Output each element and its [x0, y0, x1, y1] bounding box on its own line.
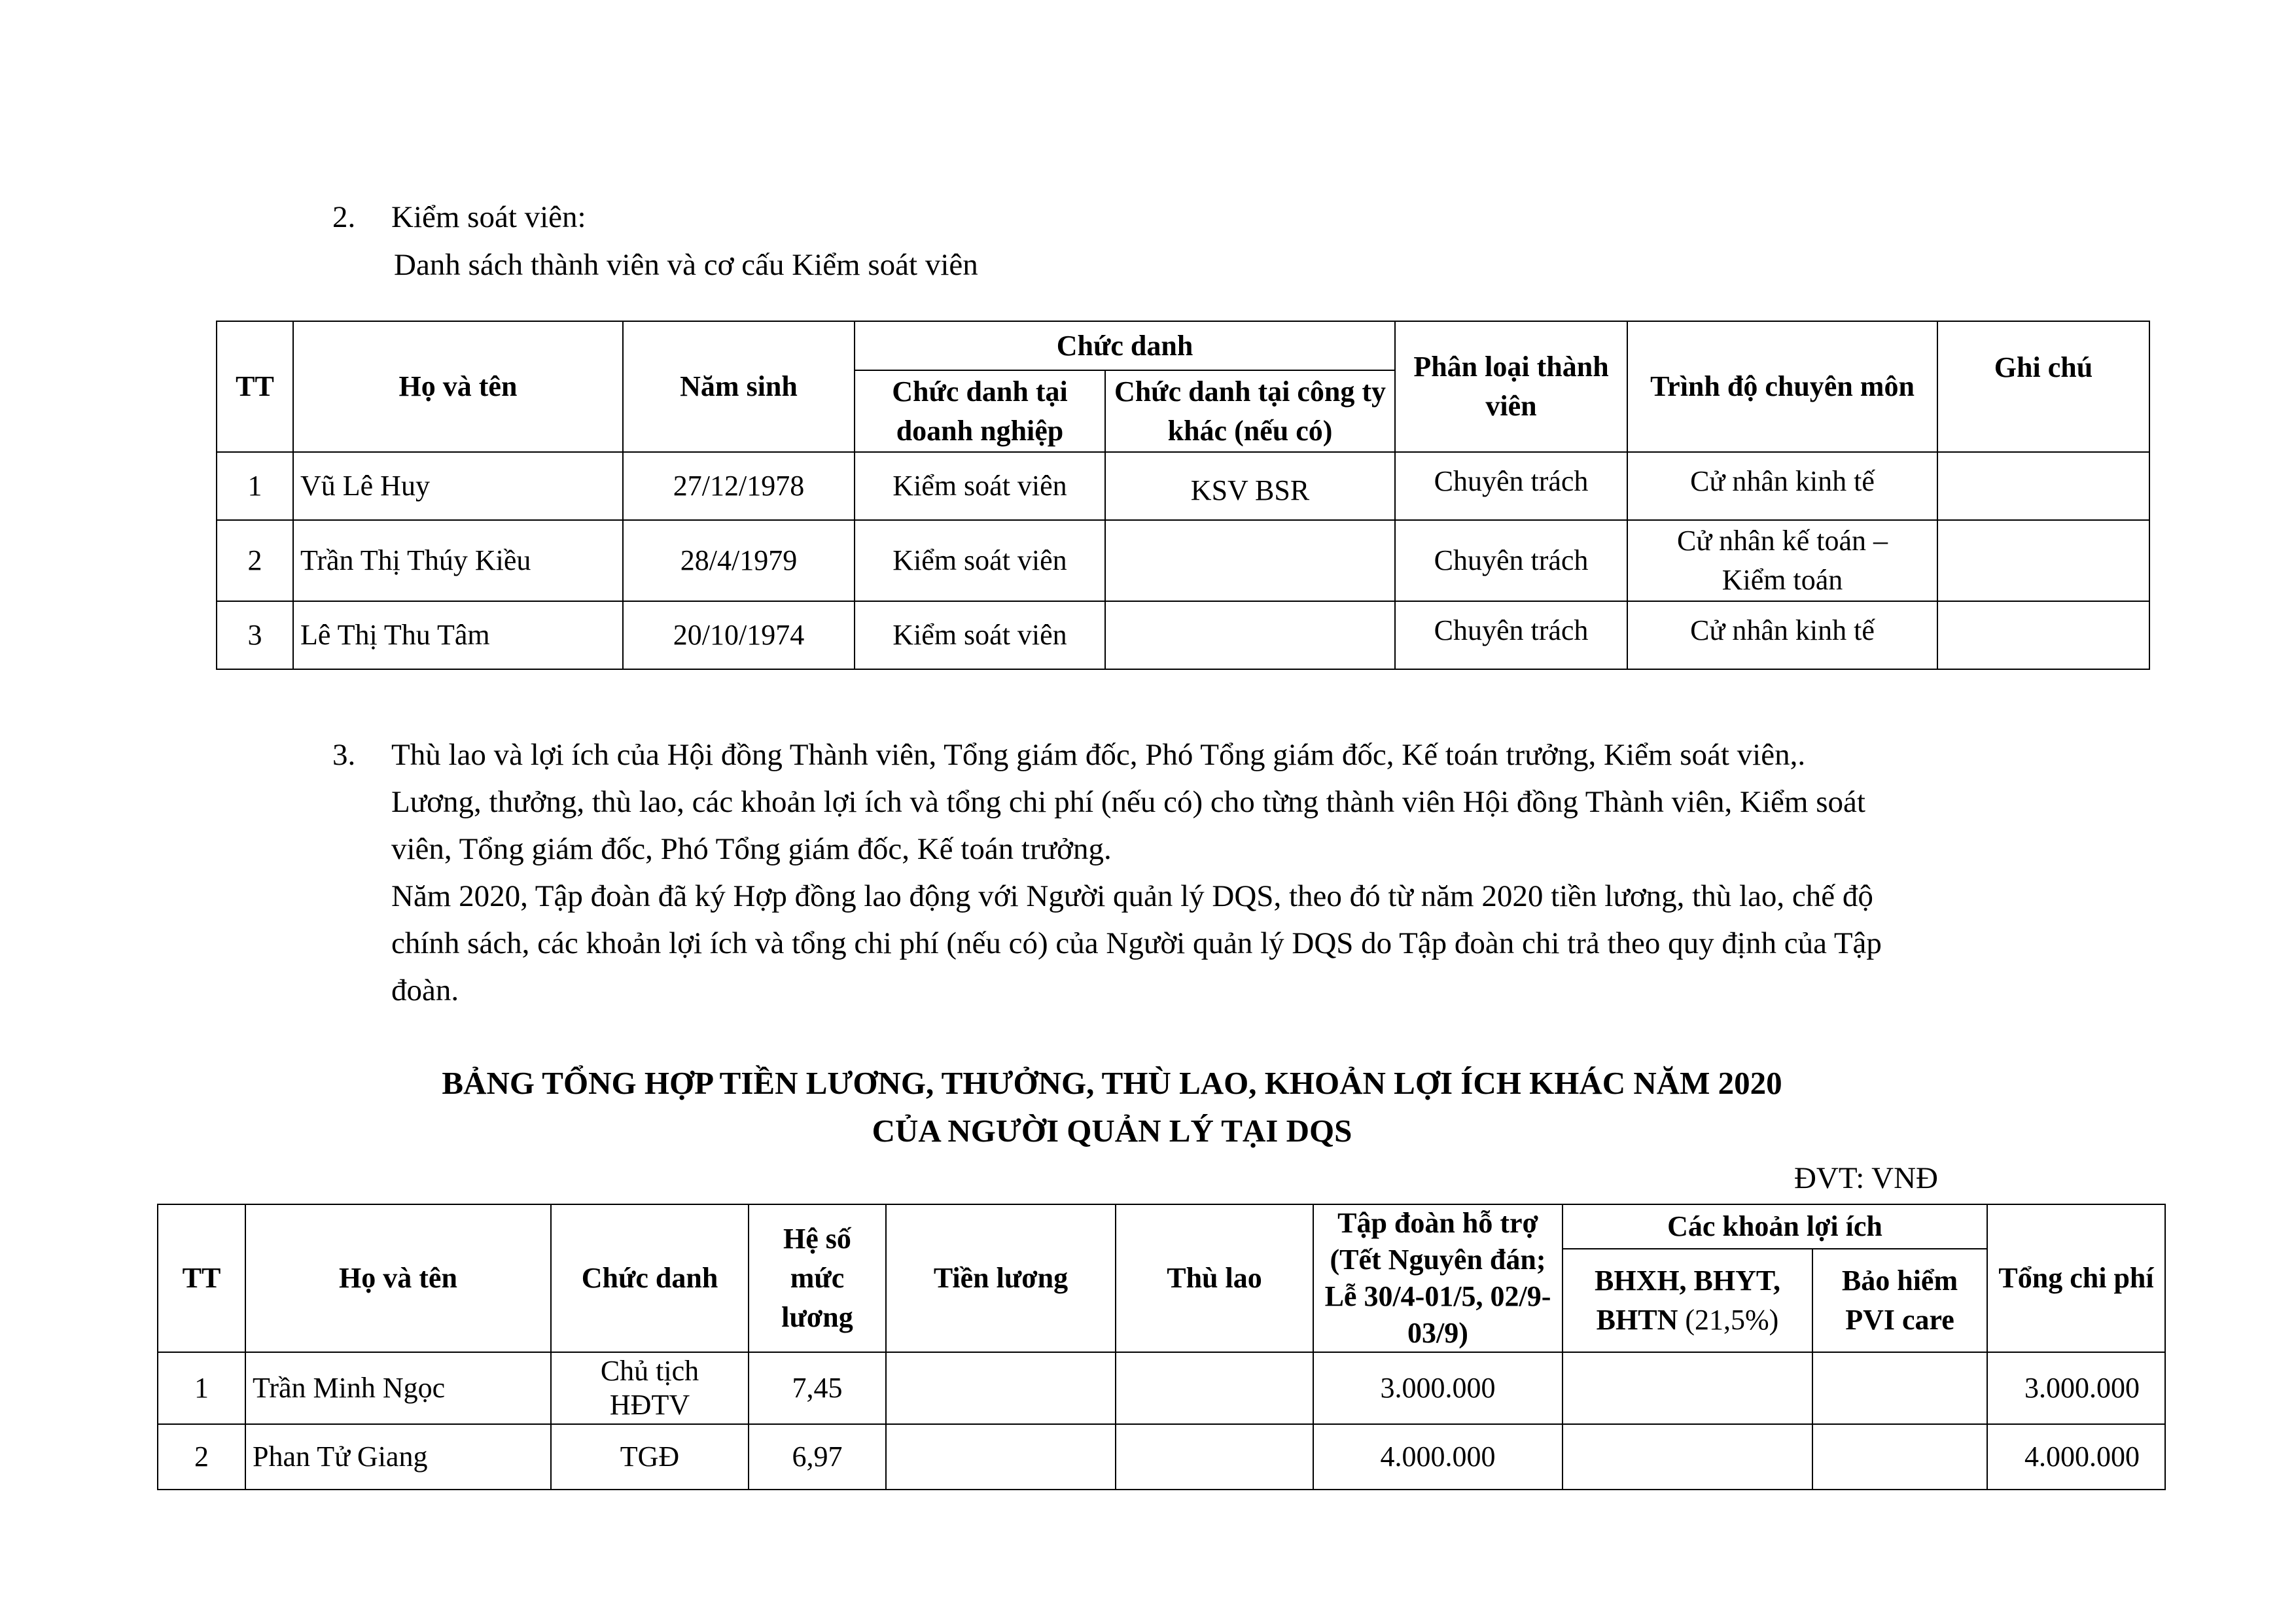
header-social-insurance-text: BHXH, BHYT, [1594, 1265, 1780, 1297]
header-tt: TT [217, 321, 293, 452]
header-salary: Tiền lương [886, 1204, 1116, 1352]
row-note [1937, 601, 2149, 669]
row-note [1937, 452, 2149, 520]
row-qualification: Cử nhân kinh tế [1627, 601, 1937, 669]
row-total: 3.000.000 [1987, 1352, 2165, 1424]
row-name: Trần Thị Thúy Kiều [293, 520, 623, 601]
row-name: Trần Minh Ngọc [245, 1352, 551, 1424]
header-member-type: Phân loại thành viên [1395, 321, 1627, 452]
header-total: Tổng chi phí [1987, 1204, 2165, 1352]
row-social-insurance [1563, 1352, 1812, 1424]
row-total: 4.000.000 [1987, 1424, 2165, 1490]
row-tt: 1 [217, 452, 293, 520]
row-pvi [1812, 1352, 1987, 1424]
header-qualification: Trình độ chuyên môn [1627, 321, 1937, 452]
section-3-line: Năm 2020, Tập đoàn đã ký Hợp đồng lao động với Người quản lý DQS, theo đó từ năm 2020 tiền lương, thù lao, chế độ [391, 879, 1873, 913]
salary-table [157, 1204, 2166, 1490]
row-title-other [1105, 520, 1395, 601]
header-birth: Năm sinh [623, 321, 855, 452]
section-3-line: Thù lao và lợi ích của Hội đồng Thành viên, Tổng giám đốc, Phó Tổng giám đốc, Kế toán trưởng, Kiểm soát viên,. [391, 738, 1806, 772]
row-support: 4.000.000 [1313, 1424, 1563, 1490]
header-remuneration: Thù lao [1116, 1204, 1313, 1352]
row-name: Lê Thị Thu Tâm [293, 601, 623, 669]
row-note [1937, 520, 2149, 601]
section-2-subheading: Danh sách thành viên và cơ cấu Kiểm soát viên [394, 248, 978, 282]
row-birth: 20/10/1974 [623, 601, 855, 669]
section-3-line: chính sách, các khoản lợi ích và tổng chi phí (nếu có) của Người quản lý DQS do Tập đoàn chi trả theo quy định của Tập [391, 926, 1882, 960]
row-position: Chủ tịch HĐTV [551, 1352, 749, 1424]
section-3-line: viên, Tổng giám đốc, Phó Tổng giám đốc, Kế toán trưởng. [391, 832, 1112, 866]
section-3-number: 3. [332, 738, 356, 772]
row-pvi [1812, 1424, 1987, 1490]
header-title-group: Chức danh [855, 321, 1395, 370]
row-member-type: Chuyên trách [1395, 520, 1627, 601]
row-position: TGĐ [551, 1424, 749, 1490]
controllers-table [216, 321, 2150, 670]
row-title-other [1105, 601, 1395, 669]
row-title-company: Kiểm soát viên [855, 601, 1105, 669]
header-tt: TT [158, 1204, 245, 1352]
header-social-insurance [1563, 1249, 1812, 1352]
row-member-type: Chuyên trách [1395, 601, 1627, 669]
row-support: 3.000.000 [1313, 1352, 1563, 1424]
row-member-type: Chuyên trách [1395, 452, 1627, 520]
row-coefficient: 7,45 [749, 1352, 886, 1424]
row-salary [886, 1352, 1116, 1424]
row-title-other: KSV BSR [1105, 452, 1395, 520]
row-remuneration [1116, 1424, 1313, 1490]
summary-title-line2: CỦA NGƯỜI QUẢN LÝ TẠI DQS [872, 1113, 1352, 1149]
table-row [158, 1352, 2165, 1424]
header-title-company: Chức danh tại doanh nghiệp [855, 370, 1105, 452]
section-2-heading: Kiểm soát viên: [391, 200, 586, 234]
header-note: Ghi chú [1937, 321, 2149, 452]
row-qualification: Cử nhân kinh tế [1627, 452, 1937, 520]
section-2-number: 2. [332, 200, 356, 234]
unit-label: ĐVT: VNĐ [1793, 1161, 1938, 1195]
row-tt: 1 [158, 1352, 245, 1424]
header-social-insurance-rate: (21,5%) [1685, 1304, 1779, 1336]
row-name: Vũ Lê Huy [293, 452, 623, 520]
row-coefficient: 6,97 [749, 1424, 886, 1490]
header-name: Họ và tên [245, 1204, 551, 1352]
row-name: Phan Tử Giang [245, 1424, 551, 1490]
table-row [217, 520, 2149, 601]
section-3-line: đoàn. [391, 973, 459, 1007]
table-row [158, 1424, 2165, 1490]
header-name: Họ và tên [293, 321, 623, 452]
row-qualification: Cử nhân kế toán – Kiểm toán [1627, 520, 1937, 601]
table-row [217, 452, 2149, 520]
header-group-support: Tập đoàn hỗ trợ (Tết Nguyên đán; Lễ 30/4-01/5, 02/9-03/9) [1313, 1204, 1563, 1352]
row-birth: 27/12/1978 [623, 452, 855, 520]
row-tt: 2 [158, 1424, 245, 1490]
row-remuneration [1116, 1352, 1313, 1424]
row-social-insurance [1563, 1424, 1812, 1490]
header-social-insurance-bhtn: BHTN [1596, 1304, 1678, 1336]
header-benefits-group: Các khoản lợi ích [1563, 1204, 1987, 1249]
header-pvi-insurance: Bảo hiểm PVI care [1812, 1249, 1987, 1352]
header-position: Chức danh [551, 1204, 749, 1352]
row-title-company: Kiểm soát viên [855, 520, 1105, 601]
row-tt: 2 [217, 520, 293, 601]
row-birth: 28/4/1979 [623, 520, 855, 601]
table-row [217, 601, 2149, 669]
section-3-line: Lương, thưởng, thù lao, các khoản lợi ích và tổng chi phí (nếu có) cho từng thành viên Hội đồng Thành viên, Kiểm soát [391, 785, 1865, 819]
row-title-company: Kiểm soát viên [855, 452, 1105, 520]
row-salary [886, 1424, 1116, 1490]
row-tt: 3 [217, 601, 293, 669]
summary-title-line1: BẢNG TỔNG HỢP TIỀN LƯƠNG, THƯỞNG, THÙ LAO, KHOẢN LỢI ÍCH KHÁC NĂM 2020 [442, 1065, 1782, 1101]
header-title-other: Chức danh tại công ty khác (nếu có) [1105, 370, 1395, 452]
header-salary-coefficient: Hệ số mức lương [749, 1204, 886, 1352]
